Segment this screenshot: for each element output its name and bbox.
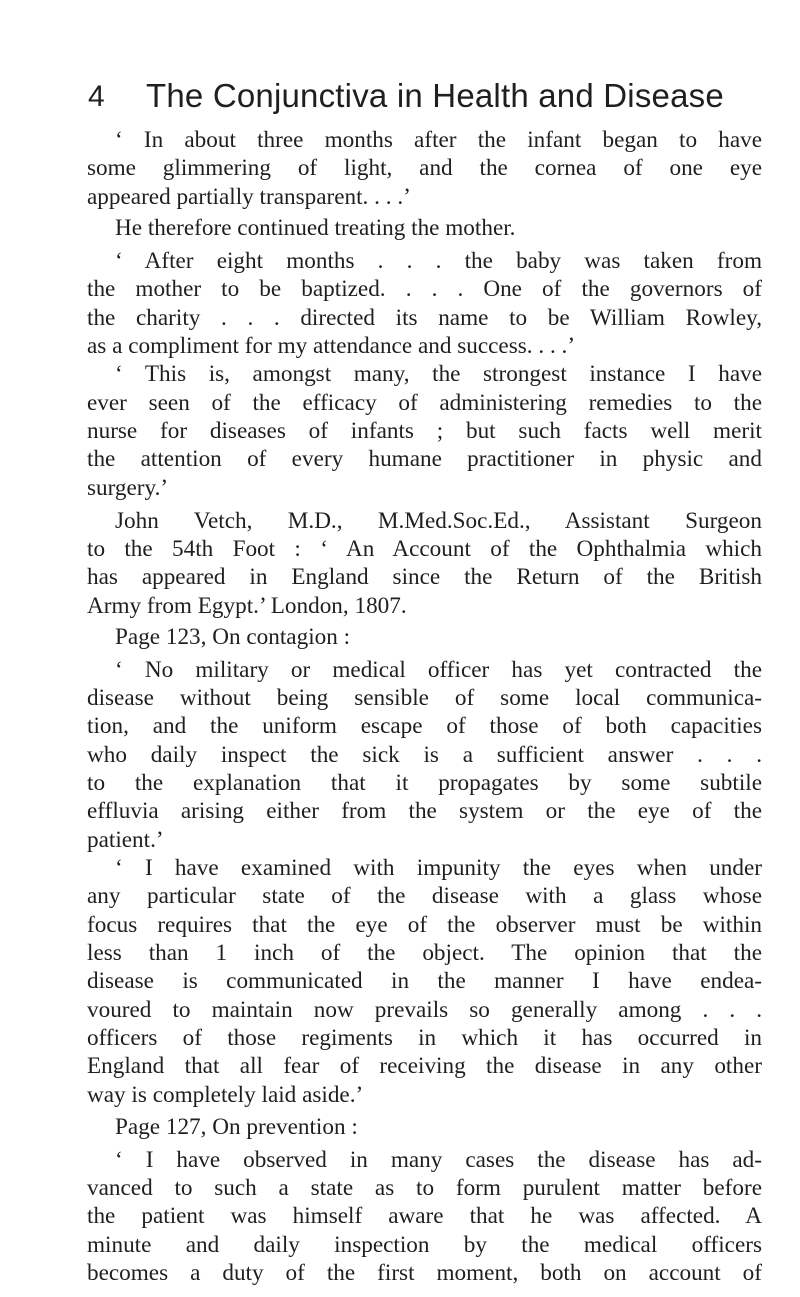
text-line: disease is communicated in the manner I have endea-: [87, 968, 762, 995]
text-line: some glimmering of light, and the cornea of one eye: [87, 155, 762, 182]
text-line: disease without being sensible of some local communica-: [87, 685, 762, 711]
text-line: ‘ No military or medical officer has yet contracted the: [115, 656, 762, 683]
text-line: effluvia arising either from the system or the eye of the: [87, 798, 762, 825]
running-title: The Conjunctiva in Health and Disease: [146, 77, 724, 114]
text-line: the charity . . . directed its name to be William Rowley,: [87, 304, 762, 331]
text-line: has appeared in England since the Return of the British: [87, 564, 762, 591]
text-line: minute and daily inspection by the medical officers: [87, 1231, 762, 1258]
page-number: 4: [88, 80, 105, 113]
text-line: the mother to be baptized. . . . One of the governors of: [87, 276, 762, 303]
text-line: becomes a duty of the first moment, both on account of: [87, 1260, 762, 1286]
text-line: who daily inspect the sick is a sufficient answer . . .: [87, 741, 762, 768]
text-line: Page 123, On contagion :: [115, 623, 351, 650]
text-line: tion, and the uniform escape of those of both capacities: [87, 713, 762, 740]
text-line: appeared partially transparent. . . .’: [87, 183, 411, 210]
text-line: ‘ I have observed in many cases the disease has ad-: [115, 1146, 762, 1173]
text-line: He therefore continued treating the mother.: [115, 214, 516, 241]
text-line: the attention of every humane practitioner in physic and: [87, 446, 762, 473]
text-line: nurse for diseases of infants ; but such facts well merit: [87, 417, 762, 444]
text-line: ‘ After eight months . . . the baby was taken from: [115, 247, 762, 274]
text-line: Page 127, On prevention :: [115, 1113, 358, 1140]
text-line: John Vetch, M.D., M.Med.Soc.Ed., Assistant Surgeon: [115, 507, 762, 534]
text-line: England that all fear of receiving the disease in any other: [87, 1053, 762, 1080]
text-line: to the 54th Foot : ‘ An Account of the Ophthalmia which: [87, 535, 762, 562]
text-line: the patient was himself aware that he was affected. A: [87, 1203, 762, 1230]
text-line: focus requires that the eye of the observer must be within: [87, 911, 762, 938]
text-line: ‘ This is, amongst many, the strongest instance I have: [115, 361, 762, 388]
text-line: to the explanation that it propagates by some subtile: [87, 770, 762, 796]
text-line: any particular state of the disease with a glass whose: [87, 883, 762, 910]
text-line: ever seen of the efficacy of administering remedies to the: [87, 389, 762, 416]
text-line: officers of those regiments in which it has occurred in: [87, 1024, 762, 1051]
text-line: ‘ In about three months after the infant began to have: [115, 127, 762, 153]
text-line: surgery.’: [87, 474, 169, 501]
text-line: Army from Egypt.’ London, 1807.: [87, 592, 407, 619]
text-line: voured to maintain now prevails so generally among . . .: [87, 996, 762, 1023]
text-line: way is completely laid aside.’: [87, 1081, 364, 1108]
text-line: less than 1 inch of the object. The opinion that the: [87, 939, 762, 966]
text-line: patient.’: [87, 826, 164, 853]
text-line: ‘ I have examined with impunity the eyes when under: [115, 855, 762, 881]
running-header: [88, 77, 768, 121]
text-line: vanced to such a state as to form purulent matter before: [87, 1175, 762, 1201]
text-line: as a compliment for my attendance and success. . . .’: [87, 332, 576, 359]
